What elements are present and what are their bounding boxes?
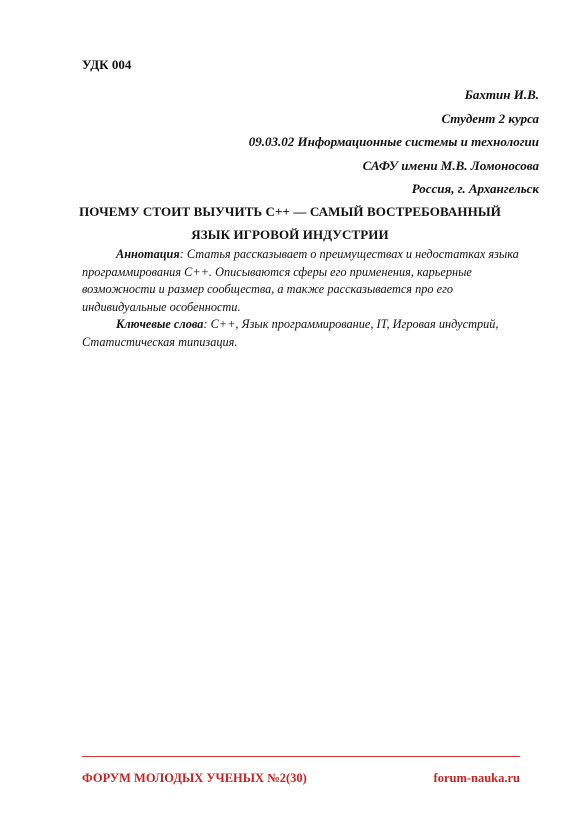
author-position: Студент 2 курса	[441, 110, 539, 126]
author-university: САФУ имени М.В. Ломоносова	[362, 157, 539, 173]
journal-site: forum-nauka.ru	[433, 771, 520, 785]
article-title	[60, 200, 520, 246]
abstract-label: Аннотация	[116, 247, 180, 261]
abstract-paragraph	[82, 246, 540, 316]
footer-divider	[82, 756, 520, 757]
keywords-label: Ключевые слова	[116, 317, 204, 331]
title-line-1: ПОЧЕМУ СТОИТ ВЫУЧИТЬ С++ — САМЫЙ ВОСТРЕБОВАННЫЙ	[79, 204, 501, 219]
journal-name: ФОРУМ МОЛОДЫХ УЧЕНЫХ №2(30)	[82, 771, 307, 785]
abstract-section	[82, 246, 540, 351]
author-location: Россия, г. Архангельск	[411, 181, 539, 197]
keywords-text: : С++, Язык программирование, IT, Игровая индустрий, Статистическая типизация.	[82, 317, 499, 349]
title-line-2: ЯЗЫК ИГРОВОЙ ИНДУСТРИИ	[191, 227, 389, 242]
author-info	[69, 83, 539, 201]
author-name: Бахтин И.В.	[464, 87, 539, 102]
keywords-paragraph	[82, 316, 540, 351]
author-program: 09.03.02 Информационные системы и технологии	[248, 134, 539, 150]
udk-code: УДК 004	[82, 57, 132, 72]
abstract-text: : Статья рассказывает о преимуществах и недостатках языка программирования С++. Описываются сферы его применения, карьерные возможности и размер сообщества, а также рассказывается про его индивидуальные особенности.	[82, 247, 519, 314]
